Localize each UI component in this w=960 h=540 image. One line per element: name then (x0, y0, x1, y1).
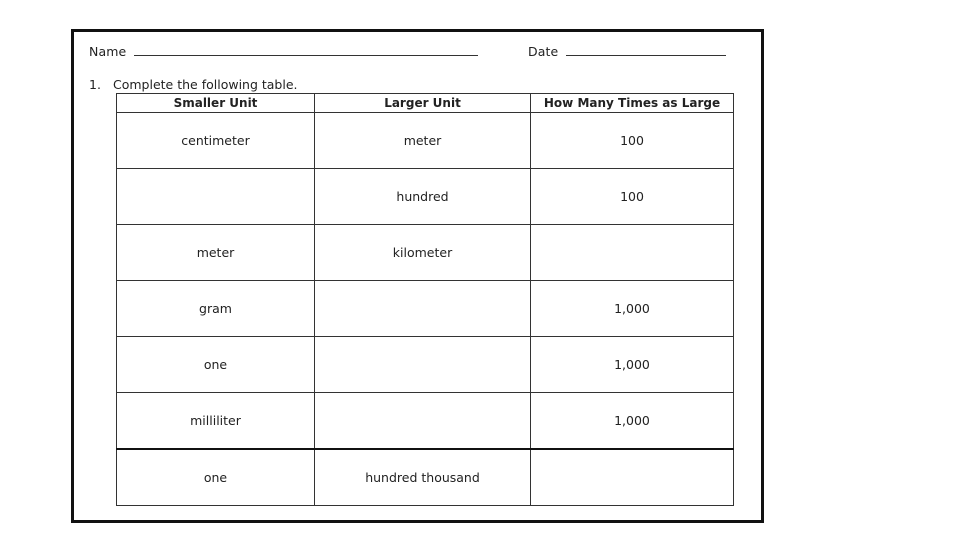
table-cell-smaller-unit: milliliter (117, 393, 315, 450)
table-cell-larger-unit[interactable] (315, 337, 531, 393)
table-cell-larger-unit[interactable] (315, 281, 531, 337)
unit-conversion-table (116, 93, 734, 506)
date-blank-line[interactable] (566, 43, 726, 56)
table-row (117, 113, 734, 169)
table-row (117, 337, 734, 393)
column-header-smaller-unit: Smaller Unit (117, 94, 315, 113)
table-cell-times-as-large: 1,000 (531, 337, 734, 393)
column-header-times-as-large: How Many Times as Large (531, 94, 734, 113)
table-row (117, 281, 734, 337)
table-cell-smaller-unit[interactable] (117, 169, 315, 225)
question-number: 1. (89, 77, 101, 92)
table-row (117, 393, 734, 450)
table-cell-smaller-unit: one (117, 337, 315, 393)
table-row (117, 449, 734, 506)
table-cell-times-as-large[interactable] (531, 449, 734, 506)
name-blank-line[interactable] (134, 43, 478, 56)
table-cell-larger-unit: meter (315, 113, 531, 169)
column-header-larger-unit: Larger Unit (315, 94, 531, 113)
table-cell-times-as-large[interactable] (531, 225, 734, 281)
question-instruction (89, 77, 298, 92)
table-header-row (117, 94, 734, 113)
table-cell-times-as-large: 100 (531, 169, 734, 225)
date-label: Date (528, 44, 559, 59)
table-cell-smaller-unit: meter (117, 225, 315, 281)
table-cell-smaller-unit: gram (117, 281, 315, 337)
worksheet (71, 29, 764, 523)
table-cell-times-as-large: 1,000 (531, 281, 734, 337)
table-cell-larger-unit: hundred thousand (315, 449, 531, 506)
date-field (528, 43, 726, 59)
table-row (117, 169, 734, 225)
table-cell-larger-unit: kilometer (315, 225, 531, 281)
table-cell-times-as-large: 100 (531, 113, 734, 169)
table-cell-smaller-unit: one (117, 449, 315, 506)
name-label: Name (89, 44, 127, 59)
table-row (117, 225, 734, 281)
table-cell-larger-unit: hundred (315, 169, 531, 225)
table-cell-larger-unit[interactable] (315, 393, 531, 450)
instruction-text: Complete the following table. (113, 77, 298, 92)
table-cell-times-as-large: 1,000 (531, 393, 734, 450)
name-field (89, 43, 478, 59)
table-cell-smaller-unit: centimeter (117, 113, 315, 169)
